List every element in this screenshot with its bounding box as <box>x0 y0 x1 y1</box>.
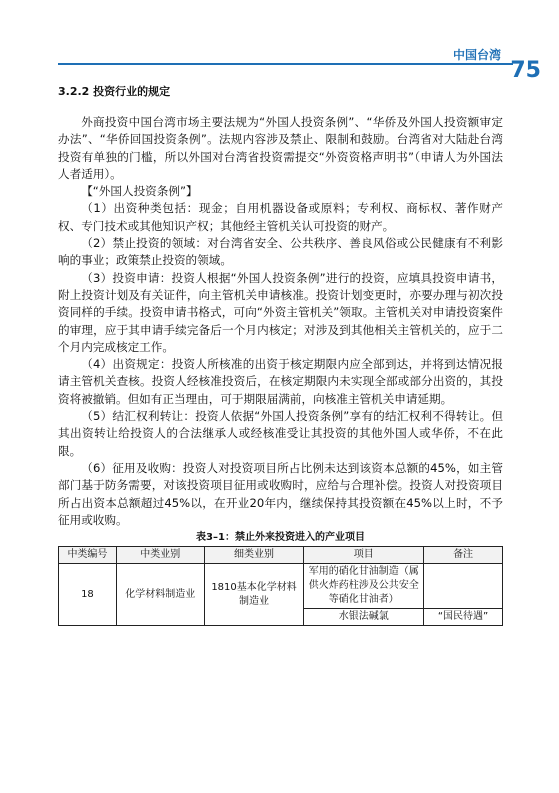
column-header: 备注 <box>424 547 503 564</box>
cell-subcategory: 1810基本化学材料制造业 <box>204 564 304 626</box>
paragraph-law-title: 【“外国人投资条例”】 <box>81 184 198 199</box>
cell-item: 军用的硝化甘油制造（属供火炸药柱涉及公共安全等硝化甘油者） <box>304 564 424 609</box>
paragraph-item-4: （4）出资规定：投资人所核准的出资于核定期限内应全部到达，并将到达情况报请主管机关查核。投资人经核准投资后，在核定期限内未实现全部或部分出资的，其投资将被撤销。但如有正当理由，可于期限届满前，向核准主管机关申请延期。 <box>58 357 503 406</box>
column-header: 中类编号 <box>59 547 117 564</box>
industry-table <box>58 546 503 626</box>
paragraph-item-3: （3）投资申请：投资人根据“外国人投资条例”进行的投资，应填具投资申请书，附上投资计划及有关证件，向主管机关申请核准。投资计划变更时，亦要办理与初次投资同样的手续。投资申请书格式，可向“外资主管机关”领取。主管机关对申请投资案件的审理，应于其申请手续完备后一个月内核定；对涉及到其他相关主管机关的，应于二个月内完成核定工作。 <box>58 270 503 354</box>
page-header <box>0 0 559 83</box>
table-row <box>59 564 503 609</box>
column-header: 项目 <box>304 547 424 564</box>
table-title: 表3–1：禁止外来投资进入的产业项目 <box>196 532 365 544</box>
paragraph-intro: 外商投资中国台湾市场主要法规为“外国人投资条例”、“华侨及外国人投资额审定办法”、“华侨回国投资条例”。法规内容涉及禁止、限制和鼓励。台湾省对大陆赴台湾投资有单独的门槛，所以外国对台湾省投资需提交“外资资格声明书”（申请人为外国法人者适用）。 <box>58 115 503 181</box>
cell-category: 化学材料制造业 <box>116 564 204 626</box>
table-header-row <box>59 547 503 564</box>
header-rule <box>58 63 513 65</box>
column-header: 中类业别 <box>116 547 204 564</box>
page-content <box>58 84 503 626</box>
page-number: 75 <box>510 58 541 83</box>
running-header-title: 中国台湾 <box>452 48 501 62</box>
cell-item: 水银法碱氯 <box>304 609 424 626</box>
paragraph-item-5: （5）结汇权利转让：投资人依据“外国人投资条例”享有的结汇权利不得转让。但其出资转让给投资人的合法继承人或经核准受让其投资的其他外国人或华侨，不在此限。 <box>58 409 503 458</box>
paragraph-item-2: （2）禁止投资的领域：对台湾省安全、公共秩序、善良风俗或公民健康有不利影响的事业；政策禁止投资的领域。 <box>58 236 503 268</box>
paragraph-item-6: （6）征用及收购：投资人对投资项目所占比例未达到该资本总额的45%，如主管部门基于防务需要，对该投资项目征用或收购时，应给与合理补偿。投资人对投资项目所占出资本总额超过45%以，在开业20年内，继续保持其投资额在45%以上时，不予征用或收购。 <box>58 460 503 527</box>
cell-note: “国民待遇” <box>424 609 503 626</box>
section-heading: 3.2.2 投资行业的规定 <box>58 85 171 98</box>
cell-note <box>424 564 503 609</box>
cell-code: 18 <box>59 564 117 626</box>
column-header: 细类业别 <box>204 547 304 564</box>
paragraph-item-1: （1）出资种类包括：现金；自用机器设备或原料；专利权、商标权、著作财产权、专门技术或其他知识产权；其他经主管机关认可投资的财产。 <box>58 201 503 233</box>
